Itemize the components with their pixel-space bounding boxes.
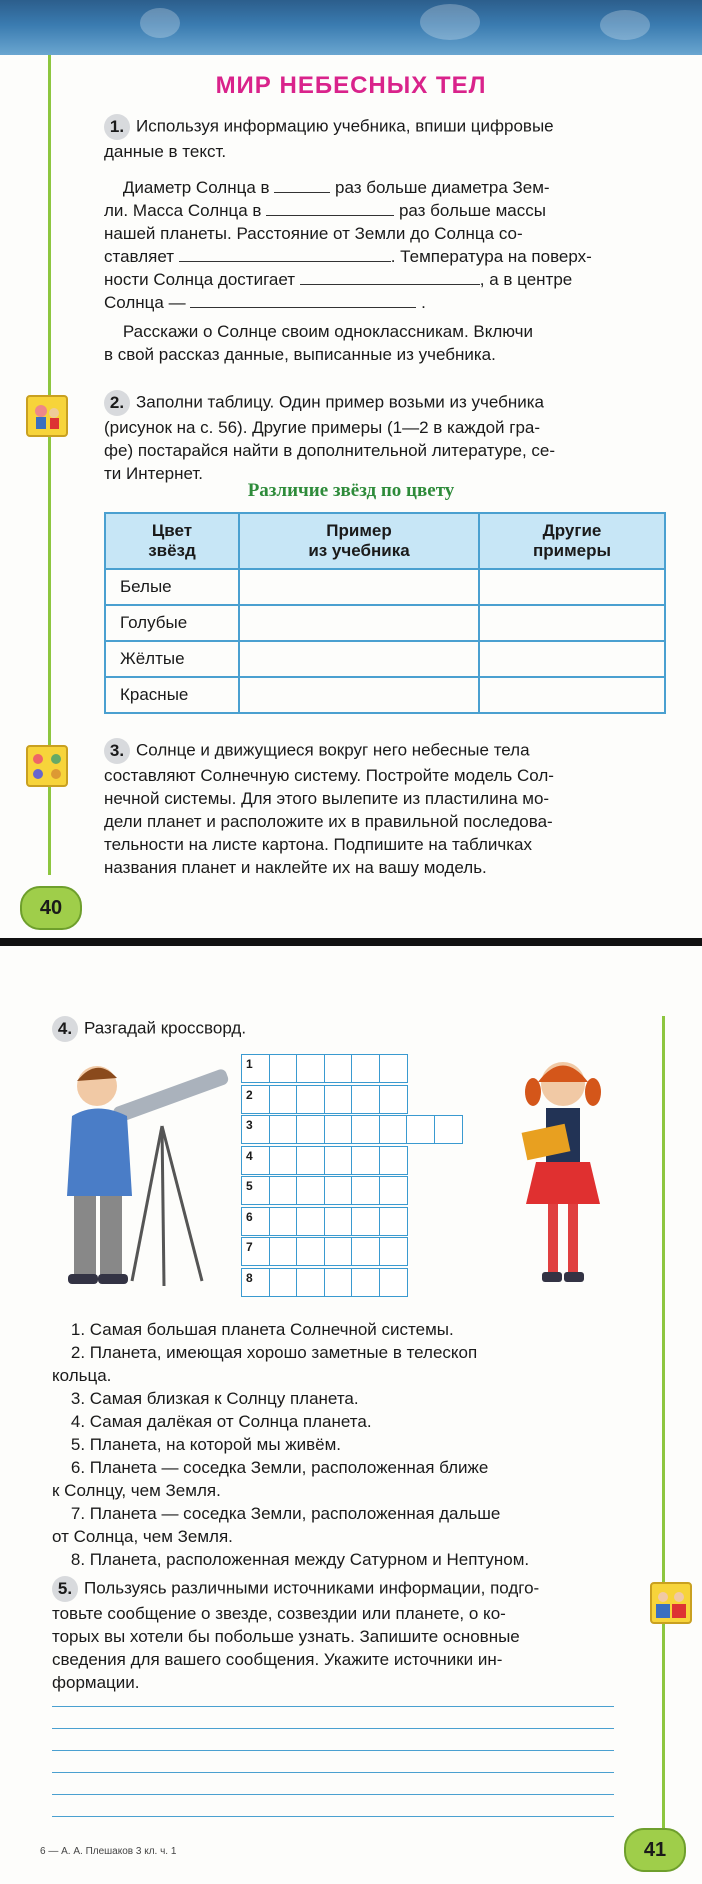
- blank-field[interactable]: [179, 247, 391, 262]
- crossword-cell[interactable]: [269, 1115, 298, 1144]
- crossword-cell[interactable]: [296, 1268, 325, 1297]
- crossword-clue-number: 4: [246, 1148, 253, 1163]
- crossword-number-cell: [241, 1268, 270, 1297]
- crossword-cell[interactable]: [351, 1237, 380, 1266]
- task1-extra: Расскажи о Солнце своим одноклассникам. Включи в свой рассказ данные, выписанные из учебника.: [104, 322, 534, 364]
- clue-2: 2. Планета, имеющая хорошо заметные в телескоп: [70, 1343, 478, 1362]
- task5-text: 5. Пользуясь различными источниками информации, подго- товьте сообщение о звезде, созвездии или планете, о ко- торых вы хотели бы побольше узнать. Запишите основные сведения для вашего сообщения. Укажите источники ин- формации.: [52, 1576, 539, 1694]
- crossword-cell[interactable]: [324, 1176, 353, 1205]
- task3-number: 3.: [104, 738, 130, 764]
- task2-number: 2.: [104, 390, 130, 416]
- crossword-cell[interactable]: [269, 1085, 298, 1114]
- crossword-clue-number: 1: [246, 1057, 253, 1071]
- page-title: МИР НЕБЕСНЫХ ТЕЛ: [215, 72, 487, 99]
- clue-5: 5. Планета, на которой мы живём.: [70, 1435, 342, 1454]
- crossword-cell[interactable]: [351, 1054, 380, 1083]
- crossword-cell[interactable]: [324, 1207, 353, 1236]
- crossword-cell[interactable]: [296, 1237, 325, 1266]
- group-work-icon: [26, 745, 68, 787]
- crossword-cell[interactable]: [296, 1176, 325, 1205]
- footer-note: 6 — А. А. Плешаков 3 кл. ч. 1: [40, 1846, 177, 1857]
- crossword-cell[interactable]: [324, 1115, 353, 1144]
- table-row: Белые: [105, 569, 665, 605]
- writing-line[interactable]: [52, 1706, 614, 1707]
- writing-line[interactable]: [52, 1772, 614, 1773]
- clue-8: 8. Планета, расположенная между Сатурном и Нептуном.: [70, 1550, 530, 1569]
- task4-number: 4.: [52, 1016, 78, 1042]
- clue-4: 4. Самая далёкая от Солнца планета.: [70, 1412, 372, 1431]
- crossword-cell[interactable]: [269, 1237, 298, 1266]
- crossword-cell[interactable]: [296, 1115, 325, 1144]
- crossword-clue-number: 3: [246, 1118, 253, 1132]
- margin-rule: [662, 1016, 665, 1836]
- crossword-cell[interactable]: [351, 1115, 380, 1144]
- page-40: [0, 0, 702, 938]
- table-row: Голубые: [105, 605, 665, 641]
- crossword-number-cell: [241, 1176, 270, 1205]
- task1-prompt: 1. Используя информацию учебника, впиши цифровые данные в текст.: [104, 114, 554, 163]
- table-title: Различие звёзд по цвету: [247, 480, 455, 501]
- page-number: 40: [20, 886, 82, 930]
- crossword-cell[interactable]: [379, 1268, 408, 1297]
- crossword-clue-number: 8: [246, 1270, 253, 1285]
- crossword-number-cell: [241, 1146, 270, 1175]
- crossword-clue-number: 6: [246, 1209, 253, 1224]
- crossword-cell[interactable]: [351, 1085, 380, 1114]
- crossword-cell[interactable]: [379, 1146, 408, 1175]
- page-41: [0, 946, 702, 1884]
- task2-prompt: 2. Заполни таблицу. Один пример возьми из учебника (рисунок на с. 56). Другие примеры (1—2 в каждой гра- фе) постарайся найти в дополнительной литературе, се- ти Интернет.: [104, 390, 555, 485]
- crossword-cell[interactable]: [406, 1115, 435, 1144]
- crossword-cell[interactable]: [324, 1146, 353, 1175]
- task3-text: 3. Солнце и движущиеся вокруг него небесные тела составляют Солнечную систему. Постройте модель Сол- нечной системы. Для этого вылепите из пластилина мо- дели планет и расположите их в правильной последова- тельности на листе картона. Подпишите на табличках названия планет и наклейте их на вашу модель.: [104, 738, 554, 879]
- crossword-clue-number: 7: [246, 1240, 253, 1254]
- crossword-cell[interactable]: [351, 1146, 380, 1175]
- writing-line[interactable]: [52, 1816, 614, 1817]
- crossword-number-cell: [241, 1115, 270, 1144]
- crossword-cell[interactable]: [296, 1054, 325, 1083]
- crossword-cell[interactable]: [434, 1115, 463, 1144]
- crossword-clue-number: 5: [246, 1179, 253, 1193]
- table-row: Красные: [105, 677, 665, 713]
- blank-field[interactable]: [300, 270, 480, 285]
- table-header: Пример из учебника: [239, 513, 479, 569]
- crossword-cell[interactable]: [351, 1207, 380, 1236]
- crossword-number-cell: [241, 1085, 270, 1114]
- crossword-cell[interactable]: [324, 1237, 353, 1266]
- task5-number: 5.: [52, 1576, 78, 1602]
- blank-field[interactable]: [190, 293, 416, 308]
- task4-prompt: 4. Разгадай кроссворд.: [52, 1016, 246, 1042]
- table-header: Цвет звёзд: [105, 513, 239, 569]
- crossword-cell[interactable]: [269, 1268, 298, 1297]
- crossword-clues: 1. Самая большая планета Солнечной системы. 2. Планета, имеющая хорошо заметные в телескоп кольца. 3. Самая близкая к Солнцу планета. 4. Самая далёкая от Солнца планета. 5. Планета, на которой мы живём. 6. Планета — соседка Земли, расположенная ближе к Солнцу, чем Земля. 7. Планета — соседка Земли, расположенная дальше от Солнца, чем Земля. 8. Планета, расположенная между Сатурном и Нептуном.: [52, 1320, 530, 1569]
- crossword-cell[interactable]: [269, 1207, 298, 1236]
- crossword-cell[interactable]: [379, 1054, 408, 1083]
- crossword-cell[interactable]: [296, 1146, 325, 1175]
- header-banner-image: [0, 0, 702, 55]
- crossword-number-cell: [241, 1237, 270, 1266]
- crossword-cell[interactable]: [324, 1085, 353, 1114]
- crossword-cell[interactable]: [351, 1268, 380, 1297]
- crossword-cell[interactable]: [379, 1207, 408, 1236]
- clue-7: 7. Планета — соседка Земли, расположенная дальше: [70, 1504, 501, 1523]
- boy-with-telescope-illustration: [52, 1046, 232, 1296]
- crossword-cell[interactable]: [269, 1176, 298, 1205]
- group-work-icon: [650, 1582, 692, 1624]
- crossword-cell[interactable]: [324, 1054, 353, 1083]
- crossword-cell[interactable]: [379, 1115, 408, 1144]
- crossword-cell[interactable]: [324, 1268, 353, 1297]
- clue-3: 3. Самая близкая к Солнцу планета.: [70, 1389, 359, 1408]
- crossword-clue-number: 2: [246, 1087, 253, 1102]
- task1-number: 1.: [104, 114, 130, 140]
- table-row: Жёлтые: [105, 641, 665, 677]
- blank-field[interactable]: [274, 178, 330, 193]
- crossword-cell[interactable]: [379, 1176, 408, 1205]
- pair-work-icon: [26, 395, 68, 437]
- task1-body: Диаметр Солнца в раз больше диаметра Зем- ли. Масса Солнца в раз больше массы нашей планеты. Расстояние от Земли до Солнца со- ставляет . Температура на поверх- ности Солнца достигает , а в центре Солнца — .: [104, 178, 592, 312]
- crossword-cell[interactable]: [379, 1237, 408, 1266]
- crossword-cell[interactable]: [296, 1085, 325, 1114]
- crossword-cell[interactable]: [269, 1054, 298, 1083]
- crossword-number-cell: [241, 1054, 270, 1083]
- writing-line[interactable]: [52, 1728, 614, 1729]
- crossword-cell[interactable]: [351, 1176, 380, 1205]
- clue-6: 6. Планета — соседка Земли, расположенная ближе: [70, 1458, 489, 1477]
- crossword-number-cell: [241, 1207, 270, 1236]
- crossword-cell[interactable]: [269, 1146, 298, 1175]
- writing-line[interactable]: [52, 1794, 614, 1795]
- clue-1: 1. Самая большая планета Солнечной системы.: [70, 1320, 454, 1339]
- table-header: Другие примеры: [479, 513, 665, 569]
- crossword-cell[interactable]: [296, 1207, 325, 1236]
- page-separator: [0, 938, 702, 946]
- writing-line[interactable]: [52, 1750, 614, 1751]
- girl-with-book-illustration: [508, 1044, 618, 1294]
- page-number: 41: [624, 1828, 686, 1872]
- star-color-table: [104, 512, 666, 714]
- blank-field[interactable]: [266, 201, 394, 216]
- crossword-cell[interactable]: [379, 1085, 408, 1114]
